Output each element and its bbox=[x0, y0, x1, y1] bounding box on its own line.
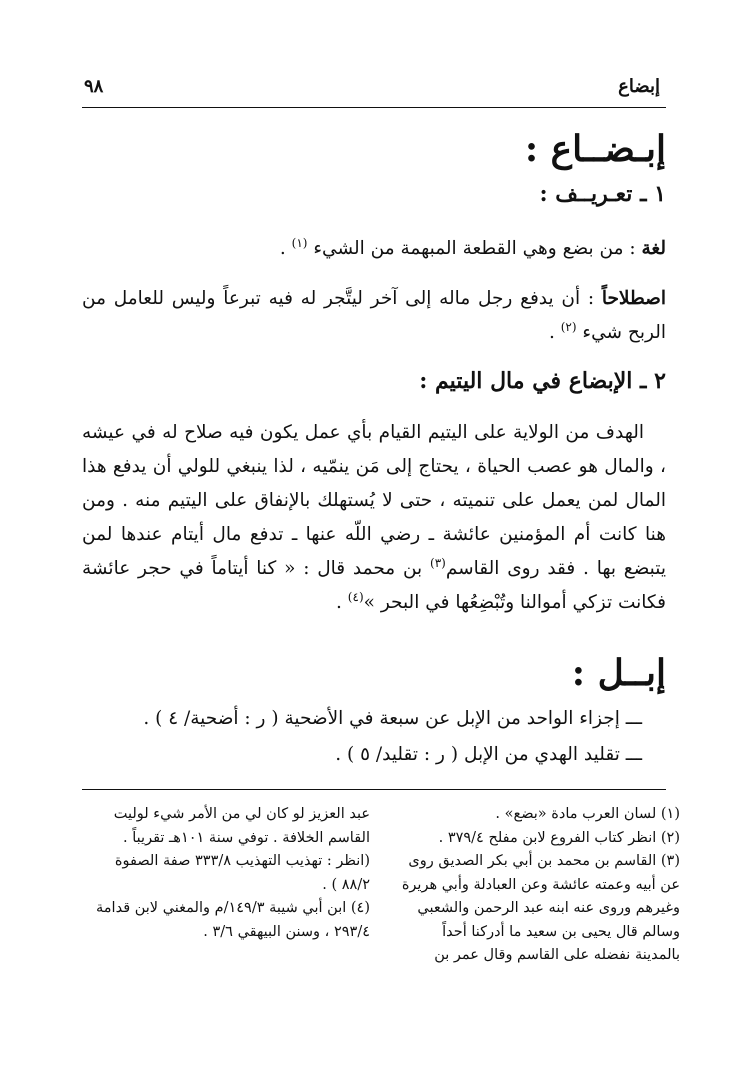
lugha-text: : من بضع وهي القطعة المبهمة من الشيء bbox=[307, 238, 642, 259]
istilah-end: . bbox=[548, 322, 561, 343]
section2-heading: ٢ ـ الإبضاع في مال اليتيم : bbox=[419, 368, 666, 394]
footnote-4: (٤) ابن أبي شيبة ١٤٩/٣/م والمغني لابن قدامة ٢٩٣/٤ ، وسنن البيهقي ٣/٦ . bbox=[96, 900, 370, 940]
section2-text-1: الهدف من الولاية على اليتيم القيام بأي عمل يكون فيه صلاح له في عيشه ، والمال هو عصب الحياة ، يحتاج إلى مَن ينمّيه ، لذا ينبغي للولي أن يدفع هذا المال لمن يعمل على تنميته ، حتى لا يُستهلك بالإنفاق على اليتيم منه . ومن هنا كانت أم المؤمنين عائشة ـ رضي اللّه عنها ـ تدفع مال أيتام عندها لمن يتبضع بها . فقد روى القاسم bbox=[82, 422, 666, 579]
section1-heading: ١ ـ تعـريــف : bbox=[539, 181, 666, 207]
main-heading: إبـضــاع : bbox=[524, 128, 666, 170]
istilah-term: اصطلاحاً bbox=[601, 288, 666, 309]
header-rule bbox=[82, 107, 666, 108]
footnote-rule bbox=[82, 789, 666, 790]
footnote-ref-3: (٣) bbox=[430, 555, 446, 570]
footnote-3-sources: (انظر : تهذيب التهذيب ٣٣٣/٨ صفة الصفوة ٨٨/٢ ) . bbox=[114, 853, 370, 893]
footnotes-right-column bbox=[394, 803, 680, 968]
istilah-text: : أن يدفع رجل ماله إلى آخر ليتَّجر له فيه تبرعاً وليس للعامل من الربح شيء bbox=[82, 288, 666, 343]
section2-body bbox=[82, 416, 666, 620]
footnote-1: (١) لسان العرب مادة «بضع» . bbox=[495, 806, 680, 822]
section2-text-2: بن محمد قال : « كنا أيتاماً في حجر عائشة فكانت تزكي أموالنا وتُبْضِعُها في البحر » bbox=[82, 558, 666, 613]
ibil-heading: إبــل : bbox=[571, 652, 666, 694]
footnote-ref-1: (١) bbox=[291, 235, 308, 250]
lugha-end: . bbox=[279, 238, 292, 259]
section2-text-3: . bbox=[336, 592, 348, 613]
definition-istilah bbox=[82, 282, 666, 350]
footnote-ref-2: (٢) bbox=[560, 319, 577, 334]
running-header-title: إبضاع bbox=[618, 76, 660, 97]
footnote-ref-4: (٤) bbox=[347, 589, 364, 604]
cross-ref-1: ـــ إجزاء الواحد من الإبل عن سبعة في الأضحية ( ر : أضحية/ ٤ ) . bbox=[143, 708, 642, 729]
page-number: ٩٨ bbox=[84, 76, 104, 97]
cross-ref-2: ـــ تقليد الهدي من الإبل ( ر : تقليد/ ٥ ) . bbox=[335, 744, 642, 765]
lugha-term: لغة bbox=[641, 238, 666, 259]
footnote-3: (٣) القاسم بن محمد بن أبي بكر الصديق روى عن أبيه وعمته عائشة وعن العبادلة وأبي هريرة وغيرهم وروى عنه ابنه عبد الرحمن والشعبي وسالم قال يحيى بن سعيد ما أدركنا أحداً بالمدينة نفضله على القاسم وقال عمر بن bbox=[401, 853, 680, 963]
footnote-3-continued: عبد العزيز لو كان لي من الأمر شيء لوليت القاسم الخلافة . توفي سنة ١٠١هـ تقريباً . bbox=[113, 806, 370, 846]
footnote-2: (٢) انظر كتاب الفروع لابن مفلح ٣٧٩/٤ . bbox=[438, 829, 680, 846]
footnotes-left-column bbox=[84, 803, 370, 944]
definition-lugha bbox=[82, 232, 666, 266]
